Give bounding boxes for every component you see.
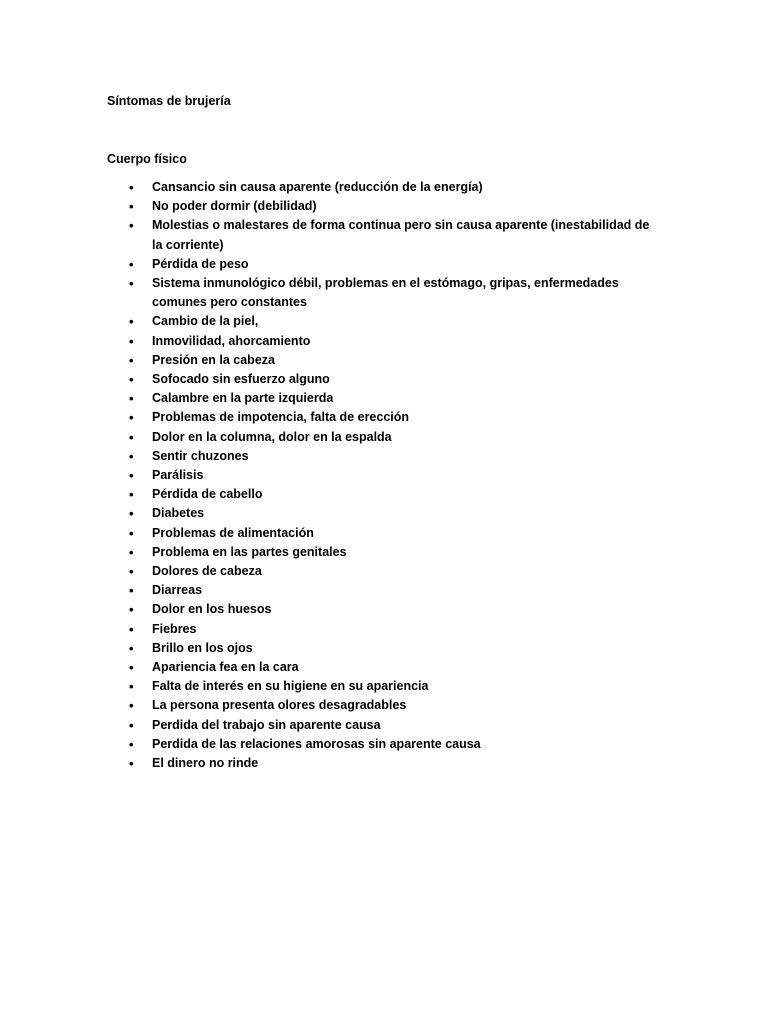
list-item: • Fiebres [152,620,652,639]
list-item: • Diarreas [152,581,652,600]
list-item: • Pérdida de cabello [152,485,652,504]
list-item: • Calambre en la parte izquierda [152,389,652,408]
list-item: • Molestias o malestares de forma continua pero sin causa aparente (inestabilidad de la corriente) [152,216,652,254]
list-item: • Problema en las partes genitales [152,543,652,562]
list-item: • Apariencia fea en la cara [152,658,652,677]
section-heading: Cuerpo físico [107,152,187,166]
list-item: • Presión en la cabeza [152,351,652,370]
list-item: • Sistema inmunológico débil, problemas en el estómago, gripas, enfermedades comunes pero constantes [152,274,652,312]
list-item: • Inmovilidad, ahorcamiento [152,332,652,351]
list-item: • Dolores de cabeza [152,562,652,581]
list-item: • Perdida de las relaciones amorosas sin aparente causa [152,735,652,754]
list-item: • La persona presenta olores desagradables [152,696,652,715]
list-item: • Cambio de la piel, [152,312,652,331]
list-item: • Pérdida de peso [152,255,652,274]
list-item: • Dolor en la columna, dolor en la espalda [152,428,652,447]
list-item: • Problemas de impotencia, falta de erección [152,408,652,427]
list-item: • Brillo en los ojos [152,639,652,658]
list-item: • Falta de interés en su higiene en su apariencia [152,677,652,696]
list-item: • No poder dormir (debilidad) [152,197,652,216]
list-item: • Sofocado sin esfuerzo alguno [152,370,652,389]
list-item: • Perdida del trabajo sin aparente causa [152,716,652,735]
list-item: • Diabetes [152,504,652,523]
list-item: • Sentir chuzones [152,447,652,466]
symptom-list [152,178,652,773]
list-item: • Dolor en los huesos [152,600,652,619]
list-item: • Cansancio sin causa aparente (reducción de la energía) [152,178,652,197]
list-item: • Parálisis [152,466,652,485]
document-title: Síntomas de brujería [107,94,231,108]
list-item: • Problemas de alimentación [152,524,652,543]
list-item: • El dinero no rinde [152,754,652,773]
